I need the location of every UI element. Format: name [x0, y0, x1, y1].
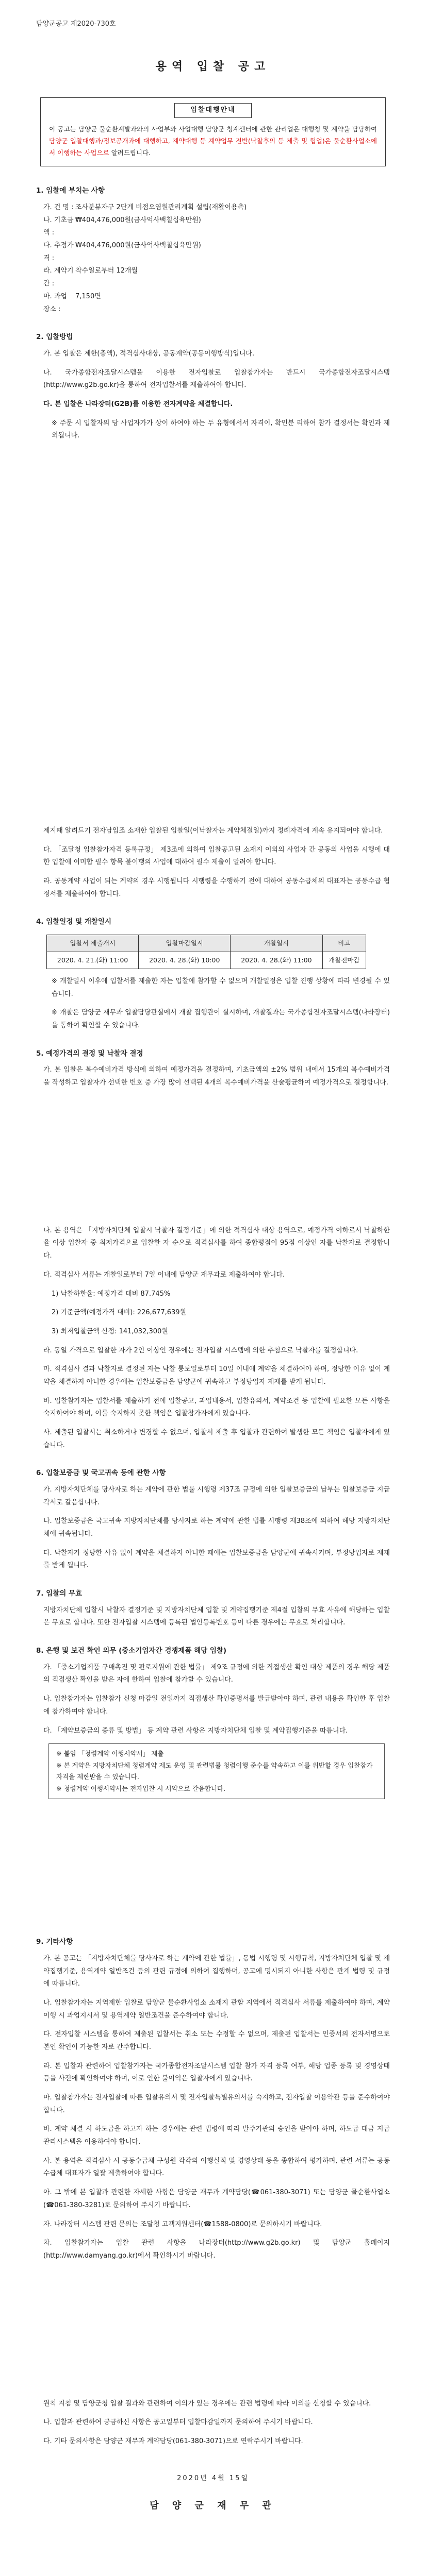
info-row: [36, 201, 390, 214]
table-cell: 2020. 4. 21.(화) 11:00: [47, 952, 139, 969]
paragraph: 원칙 지침 및 담양군청 입찰 결과와 관련하여 이의가 있는 경우에는 관련 법령에 따라 이의를 신청할 수 있습니다.: [43, 2399, 371, 2408]
row-value: 조사분뷰자구 2단계 비점오염원관리계획 설립(재활이용측): [75, 204, 247, 211]
section-title: 4. 입찰일정 및 개찰일시: [36, 918, 111, 926]
table-header-cell: 비고: [322, 935, 366, 952]
paragraph: 다. 「조달청 입찰참가자격 등록규정」 제3조에 의하여 입찰공고된 소재지 이외의 사업자 간 공동의 사업을 시행에 대한 입찰에 이미합 필수 항목 불이행의 사업에 대하여 필수 제출이 알려야 합니다.: [43, 845, 390, 867]
section-title: 9. 기타사항: [36, 1938, 73, 1946]
row-value: 착수일로부터 12개월: [75, 267, 138, 275]
paragraph: 사. 본 용역은 적격심사 시 공동수급체 구성원 각각의 이행실적 및 경영상태 등을 종합하여 평가하며, 관련 서류는 공동수급체 대표자가 일괄 제출하여야 합니다.: [43, 2157, 390, 2178]
row-value: 7,150면: [75, 292, 101, 300]
section-title: 6. 입찰보증금 및 국고귀속 등에 관한 사항: [36, 1469, 166, 1478]
paragraph: 나. 입찰참가자는 입찰참가 신청 마감일 전일까지 직접생산 확인증명서를 발급받아야 하며, 관련 내용을 확인한 후 입찰에 참가하여야 합니다.: [43, 1695, 390, 1716]
notice-text-b: 알려드립니다.: [109, 149, 151, 157]
row-label: 다. 추정가격 :: [43, 242, 74, 262]
section-verification: [36, 1645, 390, 1799]
section-closing: [36, 2398, 390, 2448]
agency-notice-box: [40, 97, 386, 166]
row-value: ₩404,476,000원(금사억사백칠십육만원): [75, 216, 201, 224]
info-row: [36, 240, 390, 265]
notice-number: 담양군공고 제2020-730호: [36, 20, 116, 28]
note-line: ※ 청렴계약 이행서약서는 전자입찰 시 서약으로 갈음합니다.: [56, 1784, 226, 1792]
table-header-cell: 입찰서 제출개시: [47, 935, 139, 952]
paragraph: 라. 본 입찰과 관련하여 입찰참가자는 국가종합전자조달시스템 입찰 참가 자격 등록 여부, 해당 업종 등록 및 경영상태 등을 사전에 확인하여야 하며, 이로 인한 불이익은 입찰자에게 있습니다.: [43, 2062, 390, 2083]
paragraph: 가. 본 공고는 「지방자치단체를 당사자로 하는 계약에 관한 법률」, 동법 시행령 및 시행규칙, 지방자치단체 입찰 및 계약집행기준, 용역계약 일반조건 등의 관련 규정에 의하여 집행하며, 공고에 명시되지 아니한 사항은 관계 법령 및 규정에 따릅니다.: [43, 1954, 390, 1988]
section-title: 2. 입찰방법: [36, 333, 73, 342]
section-title: 5. 예정가격의 결정 및 낙찰자 결정: [36, 1049, 143, 1058]
row-value: ₩404,476,000원(금사억사백칠십육만원): [75, 242, 201, 250]
paragraph: 라. 공동계약 사업이 되는 계약의 경우 시행됩니다 시행령을 수행하기 전에 대하여 공동수급체의 대표자는 공동수급 협정서를 제출하여야 합니다.: [43, 877, 390, 898]
paragraph: 가. 본 입찰은 제한(총액), 적격심사대상, 공동계약(공동이행방식)입니다.: [43, 349, 255, 358]
table-cell: 2020. 4. 28.(화) 10:00: [139, 952, 231, 969]
paragraph: 바. 입찰참가자는 입찰서를 제출하기 전에 입찰공고, 과업내용서, 입찰유의서, 계약조건 등 입찰에 필요한 모든 사항을 숙지하여야 하며, 이를 숙지하지 못한 책임은 입찰참가자에게 있습니다.: [43, 1397, 390, 1418]
page-title: 용역 입찰 공고: [155, 60, 271, 73]
section-qualification-cont: [36, 825, 390, 901]
table-header-cell: 개찰일시: [231, 935, 322, 952]
section-title: 8. 은행 및 보건 확인 의무 (중소기업자간 경쟁제품 해당 입찰): [36, 1647, 227, 1655]
section-title: 7. 입찰의 무효: [36, 1589, 83, 1598]
paragraph: 마. 적격심사 결과 낙찰자로 결정된 자는 낙찰 통보일로부터 10일 이내에 계약을 체결하여야 하며, 정당한 이유 없이 계약을 체결하지 아니한 경우에는 입찰보증금을 담양군에 귀속하고 부정당업자 제재를 받게 됩니다.: [43, 1365, 390, 1386]
paragraph: 자. 나라장터 시스템 관련 문의는 조달청 고객지원센터(☎1588-0800)로 문의하시기 바랍니다.: [43, 2220, 322, 2228]
section-bid-items: [36, 185, 390, 316]
section-price-decision-cont: [36, 1225, 390, 1452]
note-line: ※ 붙임 「청렴계약 이행서약서」 제출: [56, 1750, 164, 1758]
table-header-row: [47, 935, 366, 952]
section-price-decision: [36, 1048, 390, 1090]
paragraph: 다. 기타 문의사항은 담양군 재무과 계약담당(061-380-3071)으로 연락주시기 바랍니다.: [43, 2437, 303, 2445]
paragraph: 제지때 알려드기 전자납입조 소재한 입찰된 입찰일(이낙찰자는 계약체결일)까지 정례자격에 계속 유지되어야 합니다.: [43, 826, 383, 835]
notice-text-a: 이 공고는 담양군 물순환계발과와의 사업부와 사업대행 담양군 청계센터에 관한 관리업은 대행청 및 계약을 담당하여: [49, 125, 377, 133]
section-bid-bond: [36, 1467, 390, 1572]
info-row: [36, 291, 390, 316]
calc-line: 1) 낙찰하한율: 예정가격 대비 87.745%: [52, 1290, 171, 1298]
paragraph: 다. 전자입찰 시스템을 통하여 제출된 입찰서는 취소 또는 수정할 수 없으며, 제출된 입찰서는 인증서의 전자서명으로 본인 확인이 가능한 자로 간주합니다.: [43, 2030, 390, 2051]
paragraph-note: ※ 개찰은 담양군 재무과 입찰담당관실에서 개찰 집행관이 실시하며, 개찰결과는 국가종합전자조달시스템(나라장터)을 통하여 확인할 수 있습니다.: [52, 1009, 390, 1030]
blank-area: [36, 1807, 390, 1921]
calc-line: 2) 기준금액(예정가격 대비): 226,677,639원: [52, 1309, 187, 1317]
paragraph: 나. 입찰과 관련하여 궁금하신 사항은 공고일부터 입찰마감일까지 문의하여 주시기 바랍니다.: [43, 2418, 313, 2427]
blank-area: [36, 1096, 390, 1209]
paragraph: 가. 지방자치단체를 당사자로 하는 계약에 관한 법률 시행령 제37조 규정에 의한 입찰보증금의 납부는 입찰보증금 지급각서로 갈음합니다.: [43, 1486, 390, 1506]
row-label: 마. 과업 장소 :: [43, 292, 67, 313]
section-schedule: [36, 916, 390, 1032]
paragraph: 나. 국가종합전자조달시스템을 이용한 전자입찰로 입찰참가자는 반드시 국가종합전자조달시스템(http://www.g2b.go.kr)을 통하여 전자입찰서를 제출하여야 합니다.: [43, 368, 390, 389]
info-row: [36, 265, 390, 290]
row-label: 라. 계약기간 :: [43, 267, 74, 288]
paragraph: 차. 입찰참가자는 입찰 관련 사항을 나라장터(http://www.g2b.go.kr) 및 담양군 홈페이지(http://www.damyang.go.kr)에서 확인하시기 바랍니다.: [43, 2239, 390, 2260]
paragraph: 나. 입찰보증금은 국고귀속 지방자치단체를 당사자로 하는 계약에 관한 법률 시행령 제38조에 의하여 해당 지방자치단체에 귀속됩니다.: [43, 1517, 390, 1538]
paragraph: 나. 본 용역은 「지방자치단체 입찰시 낙찰자 결정기준」에 의한 적격심사 대상 용역으로, 예정가격 이하로서 낙찰하한율 이상 입찰자 중 최저가격으로 입찰한 자 순으로 적격심사를 하여 종합평점이 95점 이상인 자를 낙찰자로 결정합니다.: [43, 1226, 390, 1260]
table-cell: 개찰전마감: [322, 952, 366, 969]
paragraph: 마. 입찰참가자는 전자입찰에 따른 입찰유의서 및 전자입찰특별유의서를 숙지하고, 전자입찰 이용약관 등을 준수하여야 합니다.: [43, 2094, 390, 2114]
paragraph: 사. 제출된 입찰서는 취소하거나 변경할 수 없으며, 입찰서 제출 후 입찰과 관련하여 발생한 모든 책임은 입찰자에게 있습니다.: [43, 1429, 390, 1449]
calc-line: 3) 최저입찰금액 산정: 141,032,300원: [52, 1327, 168, 1335]
info-row: [36, 214, 390, 240]
blank-area: [36, 2269, 390, 2382]
paragraph: 다. 「계약보증금의 종류 및 방법」 등 계약 관련 사항은 지방자치단체 입찰 및 계약집행기준을 따릅니다.: [43, 1726, 348, 1735]
table-row: [47, 952, 366, 969]
blank-area: [36, 449, 390, 809]
row-label: 가. 건 명 :: [43, 204, 74, 211]
paragraph: 지방자치단체 입찰시 낙찰자 결정기준 및 지방자치단체 입찰 및 계약집행기준 제4절 입찰의 무효 사유에 해당하는 입찰은 무효로 합니다. 또한 전자입찰 시스템에 등록된 법인등록번호 등이 다른 경우에는 무효로 처리합니다.: [43, 1606, 390, 1627]
paragraph: 나. 입찰참가자는 지역제한 입찰로 담양군 물순환사업소 소재지 관할 지역에서 적격심사 서류를 제출하여야 하며, 계약 이행 시 과업지시서 및 용역계약 일반조건을 준수하여야 합니다.: [43, 1998, 390, 2020]
paragraph: 다. 본 입찰은 나라장터(G2B)를 이용한 전자계약을 체결합니다.: [43, 400, 233, 408]
paragraph: 가. 본 입찰은 복수예비가격 방식에 의하여 예정가격을 결정하며, 기초금액의 ±2% 범위 내에서 15개의 복수예비가격을 작성하고 입찰자가 선택한 번호 중 가장 많이 선택된 4개의 복수예비가격을 산술평균하여 예정가격으로 결정합니다.: [43, 1066, 390, 1087]
paragraph: 바. 계약 체결 시 하도급을 하고자 하는 경우에는 관련 법령에 따라 발주기관의 승인을 받아야 하며, 하도급 대금 지급 관리시스템을 이용하여야 합니다.: [43, 2125, 390, 2146]
paragraph-note: ※ 주문 시 입찰자의 당 사업자가가 상이 하여야 하는 두 유형에서서 자격이, 확인분 리하여 참가 결정서는 확인과 제외됩니다.: [52, 419, 390, 440]
notice-box-text: [49, 123, 377, 159]
table-cell: 2020. 4. 28.(화) 11:00: [231, 952, 322, 969]
row-label: 나. 기초금액 :: [43, 216, 74, 237]
section-misc: [36, 1936, 390, 2262]
issuing-organization: 담 양 군 재 무 관: [150, 2500, 276, 2512]
paragraph: 아. 그 밖에 본 입찰과 관련한 자세한 사항은 담양군 재무과 계약담당(☎061-380-3071) 또는 담양군 물순환사업소(☎061-380-3281)로 문의하여 주시기 바랍니다.: [43, 2189, 390, 2209]
note-line: ※ 본 계약은 지방자치단체 청렴계약 제도 운영 및 관련법률 청렴이행 준수를 약속하고 이를 위반할 경우 입찰참가자격을 제한받을 수 있습니다.: [56, 1761, 373, 1781]
table-header-cell: 입찰마감일시: [139, 935, 231, 952]
paragraph: 라. 동일 가격으로 입찰한 자가 2인 이상인 경우에는 전자입찰 시스템에 의한 추첨으로 낙찰자를 결정합니다.: [43, 1346, 358, 1354]
notice-box-title: 입찰대행안내: [174, 103, 252, 118]
schedule-table: [46, 935, 366, 969]
notice-date: 2020년 4월 15일: [177, 2474, 249, 2482]
paragraph: 다. 낙찰자가 정당한 사유 없이 계약을 체결하지 아니한 때에는 입찰보증금을 담양군에 귀속시키며, 부정당업자로 제재를 받게 됩니다.: [43, 1549, 390, 1570]
integrity-note-box: [48, 1743, 385, 1799]
notice-text-highlight: 담양군 입찰대행과/정보공개과에 대행하고, 계약대행 등 계약업무 전반(낙찰후의 등 제출 및 협업)은 물순환사업소에서 이행하는 사업으로: [49, 137, 377, 157]
section-invalid-bid: [36, 1588, 390, 1630]
paragraph: 가. 「중소기업제품 구매촉진 및 판로지원에 관한 법률」 제9조 규정에 의한 직접생산 확인 대상 제품의 경우 해당 제품의 직접생산 확인을 받은 자에 한하여 입찰에 참가할 수 있습니다.: [43, 1663, 390, 1684]
paragraph: 다. 적격심사 서류는 개찰일로부터 7일 이내에 담양군 재무과로 제출하여야 합니다.: [43, 1270, 285, 1279]
paragraph-note: ※ 개찰일시 이후에 입찰서를 제출한 자는 입찰에 참가할 수 없으며 개찰일정은 입찰 진행 상황에 따라 변경될 수 있습니다.: [52, 977, 390, 998]
section-title: 1. 입찰에 부치는 사항: [36, 187, 105, 195]
section-bid-method: [36, 331, 390, 443]
